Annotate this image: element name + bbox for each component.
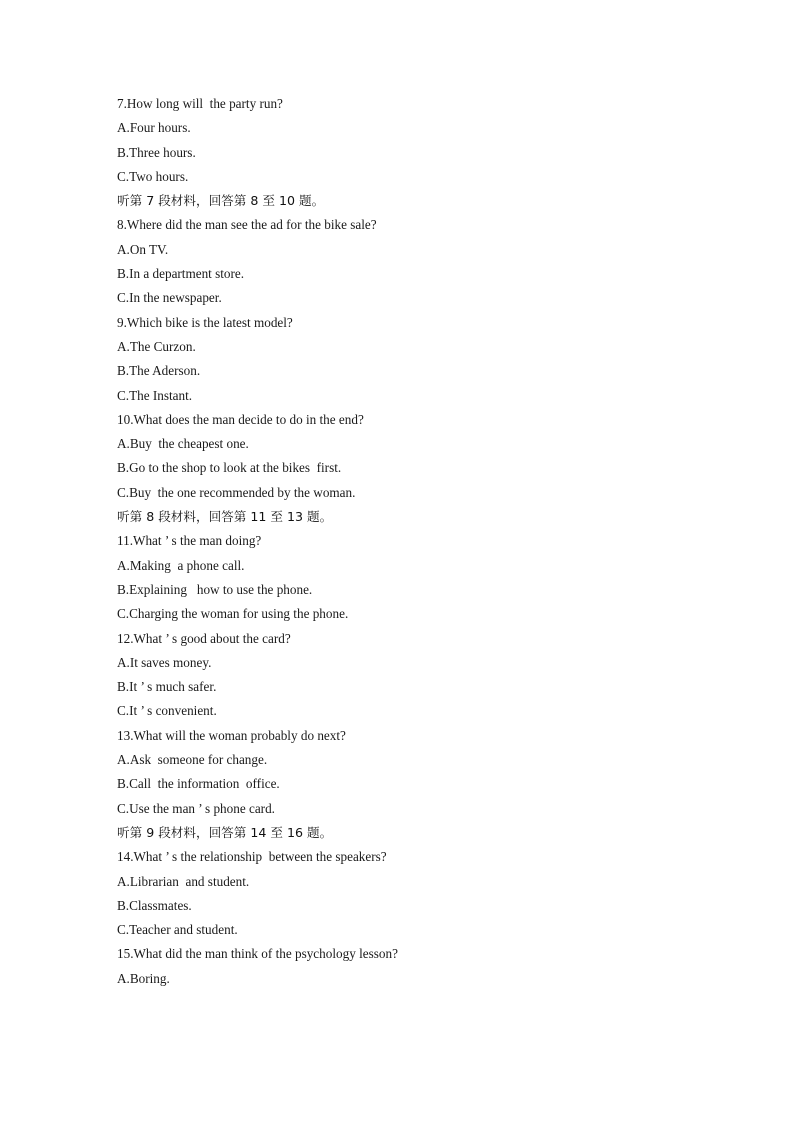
question-text: 12.What ’ s good about the card? (117, 630, 291, 646)
answer-option: C.Use the man ’ s phone card. (117, 800, 275, 816)
answer-option: B.Three hours. (117, 144, 196, 160)
question-text: 14.What ’ s the relationship between the speakers? (117, 849, 387, 865)
answer-option: B.Classmates. (117, 897, 192, 913)
question-text: 13.What will the woman probably do next? (117, 727, 346, 743)
answer-option: C.Teacher and student. (117, 922, 238, 938)
answer-option: C.Buy the one recommended by the woman. (117, 484, 356, 500)
question-text: 10.What does the man decide to do in the end? (117, 411, 364, 427)
answer-option: B.Call the information office. (117, 776, 280, 792)
answer-option: B.Explaining how to use the phone. (117, 581, 313, 597)
answer-option: C.It ’ s convenient. (117, 703, 217, 719)
answer-option: C.In the newspaper. (117, 290, 222, 306)
question-list (117, 94, 737, 993)
answer-option: A.Boring. (117, 970, 170, 986)
answer-option: A.Making a phone call. (117, 557, 245, 573)
answer-option: A.The Curzon. (117, 338, 196, 354)
question-text: 9.Which bike is the latest model? (117, 314, 293, 330)
question-text: 11.What ’ s the man doing? (117, 533, 262, 549)
section-instruction: 听第 8 段材料，回答第 11 至 13 题。 (117, 509, 333, 525)
answer-option: C.Two hours. (117, 168, 189, 184)
answer-option: B.Go to the shop to look at the bikes first. (117, 460, 342, 476)
answer-option: A.Four hours. (117, 120, 191, 136)
answer-option: A.On TV. (117, 241, 169, 257)
answer-option: C.Charging the woman for using the phone. (117, 606, 349, 622)
answer-option: B.It ’ s much safer. (117, 679, 217, 695)
question-text: 15.What did the man think of the psychology lesson? (117, 946, 398, 962)
answer-option: B.The Aderson. (117, 363, 201, 379)
answer-option: A.Ask someone for change. (117, 752, 268, 768)
section-instruction: 听第 9 段材料，回答第 14 至 16 题。 (117, 824, 333, 840)
answer-option: A.Buy the cheapest one. (117, 436, 249, 452)
question-text: 7.How long will the party run? (117, 96, 283, 111)
answer-option: A.It saves money. (117, 654, 212, 670)
answer-option: B.In a department store. (117, 266, 245, 282)
answer-option: C.The Instant. (117, 387, 193, 403)
question-text: 8.Where did the man see the ad for the bike sale? (117, 217, 377, 233)
answer-option: A.Librarian and student. (117, 873, 250, 889)
section-instruction: 听第 7 段材料，回答第 8 至 10 题。 (117, 193, 325, 209)
